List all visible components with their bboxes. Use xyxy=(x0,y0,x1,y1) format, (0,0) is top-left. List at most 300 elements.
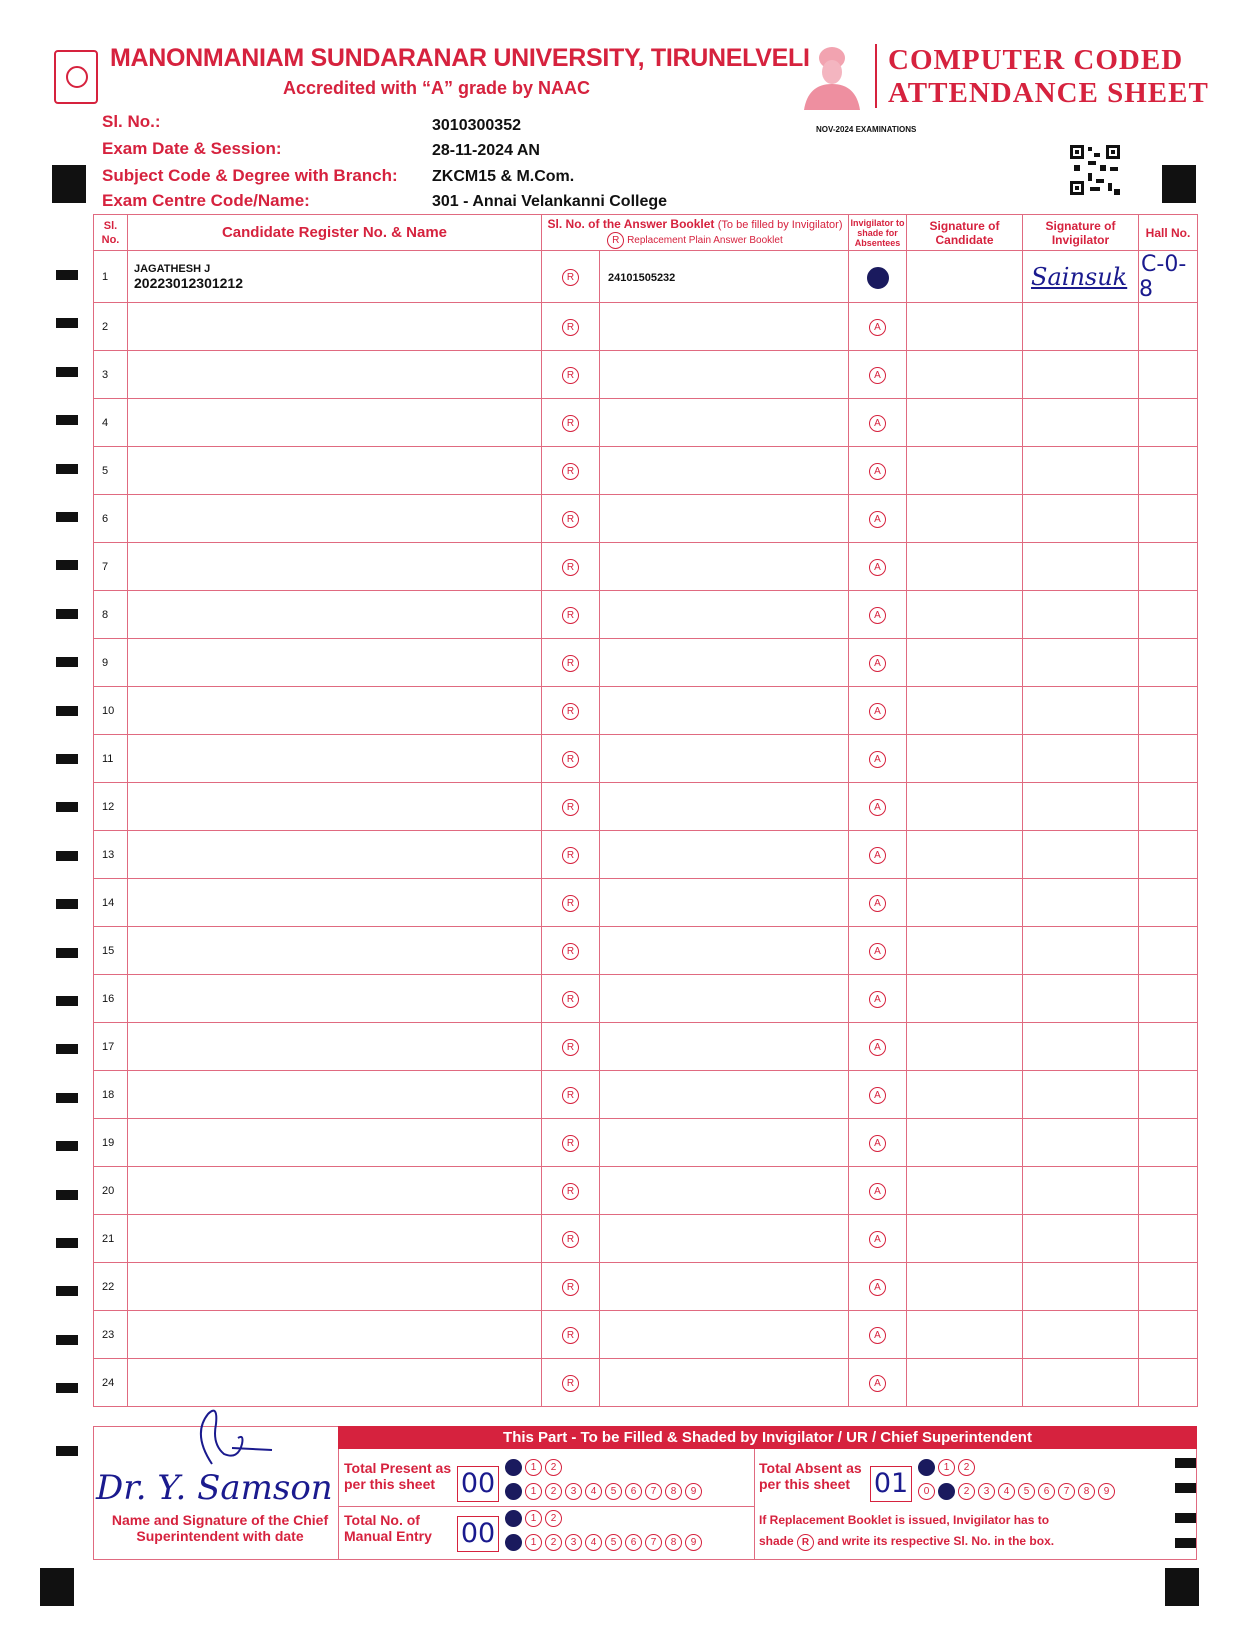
manual-tens-bubbles[interactable] xyxy=(505,1508,565,1527)
hall-no-cell[interactable] xyxy=(1139,495,1198,543)
digit-bubble[interactable]: 4 xyxy=(585,1483,602,1500)
replacement-bubble[interactable]: R xyxy=(562,1375,579,1392)
replacement-bubble[interactable]: R xyxy=(562,415,579,432)
candidate-name: JAGATHESH J xyxy=(134,262,211,275)
candidate-signature-cell[interactable] xyxy=(907,783,1023,831)
table-row xyxy=(94,1167,1198,1215)
replacement-bubble[interactable]: R xyxy=(562,1327,579,1344)
digit-bubble[interactable] xyxy=(505,1534,522,1551)
replacement-bubble-cell xyxy=(542,303,600,351)
hall-no-cell[interactable] xyxy=(1139,879,1198,927)
replacement-bubble[interactable]: R xyxy=(562,895,579,912)
hall-no-cell[interactable] xyxy=(1139,399,1198,447)
invigilator-signature-cell[interactable] xyxy=(1023,1311,1139,1359)
hall-no-cell[interactable] xyxy=(1139,639,1198,687)
replacement-bubble-cell xyxy=(542,783,600,831)
replacement-bubble[interactable]: R xyxy=(562,751,579,768)
candidate-signature-cell[interactable] xyxy=(907,735,1023,783)
candidate-signature-cell[interactable] xyxy=(907,1215,1023,1263)
absent-bubble-cell xyxy=(849,639,907,687)
absent-divider xyxy=(754,1449,755,1560)
replacement-bubble[interactable]: R xyxy=(562,559,579,576)
table-row xyxy=(94,687,1198,735)
replacement-bubble[interactable]: R xyxy=(562,943,579,960)
row-sl-no: 13 xyxy=(94,831,128,879)
replacement-bubble-cell xyxy=(542,831,600,879)
candidate-cell xyxy=(128,1167,542,1215)
absent-bubble[interactable]: A xyxy=(869,655,886,672)
candidate-cell xyxy=(128,447,542,495)
absent-bubble[interactable]: A xyxy=(869,367,886,384)
timing-mark xyxy=(52,165,86,203)
replacement-bubble[interactable]: R xyxy=(562,1087,579,1104)
hall-no-cell[interactable] xyxy=(1139,251,1198,303)
booklet-no-cell[interactable] xyxy=(600,879,849,927)
row-sl-no: 24 xyxy=(94,1359,128,1407)
absent-bubble[interactable]: A xyxy=(869,1327,886,1344)
replacement-bubble[interactable]: R xyxy=(562,991,579,1008)
digit-bubble[interactable]: 1 xyxy=(525,1483,542,1500)
absent-bubble[interactable]: A xyxy=(869,703,886,720)
total-present-box[interactable]: 00 xyxy=(457,1466,499,1502)
absent-bubble[interactable]: A xyxy=(869,1279,886,1296)
digit-bubble[interactable]: 7 xyxy=(645,1534,662,1551)
replacement-bubble[interactable]: R xyxy=(562,269,579,286)
founder-portrait xyxy=(800,44,864,110)
hall-no-cell[interactable] xyxy=(1139,591,1198,639)
digit-bubble[interactable]: 5 xyxy=(605,1534,622,1551)
candidate-signature-cell[interactable] xyxy=(907,351,1023,399)
digit-bubble[interactable]: 9 xyxy=(1098,1483,1115,1500)
table-row xyxy=(94,251,1198,303)
invigilator-signature-cell[interactable] xyxy=(1023,783,1139,831)
row-sl-no: 21 xyxy=(94,1215,128,1263)
booklet-no-cell[interactable] xyxy=(600,1215,849,1263)
row-sl-no: 16 xyxy=(94,975,128,1023)
candidate-signature-cell[interactable] xyxy=(907,975,1023,1023)
candidate-signature-cell[interactable] xyxy=(907,1311,1023,1359)
hall-no-cell[interactable] xyxy=(1139,783,1198,831)
digit-bubble[interactable]: 3 xyxy=(978,1483,995,1500)
timing-mark xyxy=(56,802,78,812)
digit-bubble[interactable]: 2 xyxy=(958,1459,975,1476)
booklet-no-cell[interactable] xyxy=(600,495,849,543)
absent-bubble[interactable]: A xyxy=(869,1231,886,1248)
hall-no-cell[interactable] xyxy=(1139,1263,1198,1311)
table-row xyxy=(94,1023,1198,1071)
chief-signature: Dr. Y. Samson xyxy=(96,1468,333,1508)
invigilator-signature-cell[interactable] xyxy=(1023,687,1139,735)
absent-bubble[interactable]: A xyxy=(869,895,886,912)
row-sl-no: 17 xyxy=(94,1023,128,1071)
absent-bubble[interactable]: A xyxy=(869,607,886,624)
invigilator-signature-cell[interactable] xyxy=(1023,303,1139,351)
timing-mark xyxy=(56,706,78,716)
digit-bubble[interactable]: 8 xyxy=(1078,1483,1095,1500)
absent-bubble[interactable]: A xyxy=(869,1375,886,1392)
manual-units-bubbles[interactable] xyxy=(505,1532,705,1551)
absent-tens-bubbles[interactable] xyxy=(918,1457,978,1476)
absent-bubble[interactable]: A xyxy=(869,1087,886,1104)
digit-bubble[interactable]: 7 xyxy=(645,1483,662,1500)
hall-no-cell[interactable] xyxy=(1139,831,1198,879)
invigilator-signature-cell[interactable] xyxy=(1023,879,1139,927)
table-row xyxy=(94,543,1198,591)
row-sl-no: 18 xyxy=(94,1071,128,1119)
candidate-signature-cell[interactable] xyxy=(907,1359,1023,1407)
row-sl-no: 7 xyxy=(94,543,128,591)
candidate-signature-cell[interactable] xyxy=(907,927,1023,975)
invigilator-signature-cell[interactable] xyxy=(1023,351,1139,399)
invigilator-signature-cell[interactable] xyxy=(1023,1167,1139,1215)
hall-no-cell[interactable] xyxy=(1139,1119,1198,1167)
absent-units-bubbles[interactable] xyxy=(918,1481,1118,1500)
timing-mark xyxy=(56,609,78,619)
digit-bubble[interactable]: 4 xyxy=(585,1534,602,1551)
digit-bubble[interactable]: 5 xyxy=(605,1483,622,1500)
timing-mark xyxy=(56,1335,78,1345)
hall-no-cell[interactable] xyxy=(1139,351,1198,399)
candidate-signature-cell[interactable] xyxy=(907,447,1023,495)
timing-mark xyxy=(56,1238,78,1248)
candidate-signature-cell[interactable] xyxy=(907,303,1023,351)
candidate-signature-cell[interactable] xyxy=(907,1167,1023,1215)
candidate-cell xyxy=(128,783,542,831)
absent-bubble[interactable]: A xyxy=(869,511,886,528)
timing-mark xyxy=(56,1446,78,1456)
invigilator-signature-cell[interactable] xyxy=(1023,399,1139,447)
absent-bubble[interactable]: A xyxy=(869,559,886,576)
candidate-signature-cell[interactable] xyxy=(907,639,1023,687)
booklet-no-cell[interactable] xyxy=(600,1167,849,1215)
digit-bubble[interactable]: 8 xyxy=(665,1534,682,1551)
replacement-bubble-cell xyxy=(542,495,600,543)
total-absent-box[interactable]: 01 xyxy=(870,1466,912,1502)
replacement-bubble[interactable]: R xyxy=(562,1279,579,1296)
digit-bubble[interactable]: 2 xyxy=(545,1510,562,1527)
replacement-bubble-cell xyxy=(542,543,600,591)
candidate-signature-cell[interactable] xyxy=(907,1071,1023,1119)
digit-bubble[interactable] xyxy=(918,1459,935,1476)
absent-bubble[interactable]: A xyxy=(869,463,886,480)
timing-mark xyxy=(56,948,78,958)
replacement-bubble[interactable]: R xyxy=(562,799,579,816)
digit-bubble[interactable]: 2 xyxy=(545,1483,562,1500)
invigilator-signature-cell[interactable] xyxy=(1023,639,1139,687)
absent-bubble-cell xyxy=(849,687,907,735)
digit-bubble[interactable]: 1 xyxy=(525,1459,542,1476)
candidate-cell xyxy=(128,1215,542,1263)
booklet-no-cell[interactable] xyxy=(600,1071,849,1119)
digit-bubble[interactable]: 3 xyxy=(565,1534,582,1551)
replacement-bubble[interactable]: R xyxy=(562,319,579,336)
present-units-bubbles[interactable] xyxy=(505,1481,705,1500)
absent-bubble-cell xyxy=(849,975,907,1023)
replacement-bubble[interactable]: R xyxy=(562,1039,579,1056)
absent-bubble-cell xyxy=(849,1359,907,1407)
candidate-signature-cell[interactable] xyxy=(907,687,1023,735)
table-row xyxy=(94,447,1198,495)
total-present-label: Total Present as per this sheet xyxy=(344,1460,452,1492)
digit-bubble[interactable]: 1 xyxy=(938,1459,955,1476)
absent-bubble[interactable] xyxy=(867,267,889,289)
candidate-cell xyxy=(128,975,542,1023)
manual-entry-box[interactable]: 00 xyxy=(457,1516,499,1552)
candidate-signature-cell[interactable] xyxy=(907,1023,1023,1071)
candidate-cell xyxy=(128,639,542,687)
table-row xyxy=(94,1215,1198,1263)
booklet-no-cell[interactable] xyxy=(600,1023,849,1071)
booklet-no-cell[interactable] xyxy=(600,399,849,447)
replacement-bubble[interactable]: R xyxy=(562,1231,579,1248)
hall-no-cell[interactable] xyxy=(1139,687,1198,735)
absent-bubble[interactable]: A xyxy=(869,319,886,336)
table-row xyxy=(94,1263,1198,1311)
replacement-bubble[interactable]: R xyxy=(562,511,579,528)
digit-bubble[interactable]: 8 xyxy=(665,1483,682,1500)
booklet-no-cell[interactable] xyxy=(600,1119,849,1167)
candidate-signature-cell[interactable] xyxy=(907,1119,1023,1167)
table-row xyxy=(94,639,1198,687)
digit-bubble[interactable] xyxy=(938,1483,955,1500)
timing-mark xyxy=(56,1093,78,1103)
hall-no-cell[interactable] xyxy=(1139,1167,1198,1215)
booklet-no-cell[interactable] xyxy=(600,783,849,831)
booklet-no-cell[interactable] xyxy=(600,975,849,1023)
digit-bubble[interactable]: 5 xyxy=(1018,1483,1035,1500)
replacement-bubble[interactable]: R xyxy=(562,607,579,624)
digit-bubble[interactable]: 6 xyxy=(625,1534,642,1551)
replacement-bubble[interactable]: R xyxy=(562,1135,579,1152)
timing-mark xyxy=(56,1141,78,1151)
table-row xyxy=(94,1119,1198,1167)
timing-mark xyxy=(56,1286,78,1296)
hall-no-cell[interactable] xyxy=(1139,1215,1198,1263)
replacement-note-1: If Replacement Booklet is issued, Invigilator has to xyxy=(759,1513,1050,1527)
replacement-bubble-cell xyxy=(542,975,600,1023)
hall-no-cell[interactable] xyxy=(1139,1023,1198,1071)
invigilator-signature-cell[interactable] xyxy=(1023,495,1139,543)
booklet-no-cell[interactable] xyxy=(600,591,849,639)
hall-no-cell[interactable] xyxy=(1139,303,1198,351)
table-row xyxy=(94,831,1198,879)
absent-bubble[interactable]: A xyxy=(869,1135,886,1152)
row-sl-no: 11 xyxy=(94,735,128,783)
booklet-number: 24101505232 xyxy=(608,271,676,284)
hall-no-cell[interactable] xyxy=(1139,735,1198,783)
absent-bubble[interactable]: A xyxy=(869,415,886,432)
timing-mark xyxy=(56,270,78,280)
candidate-cell xyxy=(128,687,542,735)
booklet-no-cell[interactable] xyxy=(600,303,849,351)
booklet-no-cell[interactable] xyxy=(600,687,849,735)
absent-bubble[interactable]: A xyxy=(869,1039,886,1056)
candidate-signature-cell[interactable] xyxy=(907,831,1023,879)
absent-bubble-cell xyxy=(849,1311,907,1359)
replacement-bubble-cell xyxy=(542,1071,600,1119)
digit-bubble[interactable]: 4 xyxy=(998,1483,1015,1500)
hall-no-cell[interactable] xyxy=(1139,1071,1198,1119)
booklet-no-cell[interactable] xyxy=(600,639,849,687)
manual-divider xyxy=(338,1506,754,1507)
row-sl-no: 12 xyxy=(94,783,128,831)
replacement-bubble[interactable]: R xyxy=(562,367,579,384)
invigilator-signature-cell[interactable] xyxy=(1023,975,1139,1023)
digit-bubble[interactable]: 6 xyxy=(1038,1483,1055,1500)
digit-bubble[interactable]: 0 xyxy=(918,1483,935,1500)
candidate-signature-cell[interactable] xyxy=(907,879,1023,927)
invigilator-signature-cell[interactable] xyxy=(1023,1215,1139,1263)
replacement-bubble-cell xyxy=(542,879,600,927)
invigilator-signature-cell[interactable] xyxy=(1023,831,1139,879)
digit-bubble[interactable]: 2 xyxy=(545,1534,562,1551)
absent-bubble[interactable]: A xyxy=(869,1183,886,1200)
candidate-cell xyxy=(128,879,542,927)
replacement-bubble[interactable]: R xyxy=(562,463,579,480)
sheet-title: COMPUTER CODED ATTENDANCE SHEET xyxy=(888,44,1209,109)
row-sl-no: 9 xyxy=(94,639,128,687)
hall-no-cell[interactable] xyxy=(1139,447,1198,495)
booklet-no-cell[interactable] xyxy=(600,735,849,783)
candidate-signature-cell[interactable] xyxy=(907,1263,1023,1311)
invigilator-signature-cell[interactable] xyxy=(1023,251,1139,303)
row-sl-no: 23 xyxy=(94,1311,128,1359)
digit-bubble[interactable] xyxy=(505,1459,522,1476)
absent-bubble[interactable]: A xyxy=(869,751,886,768)
timing-mark xyxy=(56,512,78,522)
hall-no-cell[interactable] xyxy=(1139,543,1198,591)
header-divider xyxy=(875,44,877,108)
row-sl-no: 19 xyxy=(94,1119,128,1167)
hall-no-cell[interactable] xyxy=(1139,927,1198,975)
digit-bubble[interactable] xyxy=(505,1483,522,1500)
col-header-booklet: Sl. No. of the Answer Booklet (To be filled by Invigilator) R Replacement Plain Answer Booklet xyxy=(542,215,849,251)
row-sl-no: 14 xyxy=(94,879,128,927)
absent-bubble-cell xyxy=(849,1023,907,1071)
candidate-signature-cell[interactable] xyxy=(907,543,1023,591)
absent-bubble-cell xyxy=(849,251,907,303)
timing-mark xyxy=(1162,165,1196,203)
timing-mark xyxy=(40,1568,74,1606)
table-row xyxy=(94,1071,1198,1119)
invigilator-signature-cell[interactable] xyxy=(1023,927,1139,975)
booklet-no-cell[interactable] xyxy=(600,447,849,495)
invigilator-signature-cell[interactable] xyxy=(1023,1071,1139,1119)
chief-signature-scrawl xyxy=(172,1404,282,1474)
digit-bubble[interactable]: 2 xyxy=(958,1483,975,1500)
replacement-bubble[interactable]: R xyxy=(562,847,579,864)
candidate-cell xyxy=(128,303,542,351)
candidate-cell xyxy=(128,1359,542,1407)
candidate-register-no: 20223012301212 xyxy=(134,274,244,291)
candidate-signature-cell[interactable] xyxy=(907,495,1023,543)
absent-bubble-cell xyxy=(849,351,907,399)
booklet-no-cell[interactable] xyxy=(600,543,849,591)
invigilator-signature-cell[interactable] xyxy=(1023,1263,1139,1311)
candidate-signature-cell[interactable] xyxy=(907,251,1023,303)
digit-bubble[interactable]: 7 xyxy=(1058,1483,1075,1500)
digit-bubble[interactable]: 6 xyxy=(625,1483,642,1500)
invigilator-signature-cell[interactable] xyxy=(1023,1023,1139,1071)
invigilator-signature-cell[interactable] xyxy=(1023,1119,1139,1167)
invigilator-signature-cell[interactable] xyxy=(1023,735,1139,783)
digit-bubble[interactable]: 9 xyxy=(685,1534,702,1551)
booklet-no-cell[interactable] xyxy=(600,831,849,879)
absent-bubble-cell xyxy=(849,879,907,927)
booklet-no-cell[interactable] xyxy=(600,251,849,303)
digit-bubble[interactable]: 2 xyxy=(545,1459,562,1476)
booklet-no-cell[interactable] xyxy=(600,1359,849,1407)
replacement-bubble-cell xyxy=(542,1311,600,1359)
booklet-no-cell[interactable] xyxy=(600,351,849,399)
candidate-signature-cell[interactable] xyxy=(907,399,1023,447)
invigilator-signature-cell[interactable] xyxy=(1023,447,1139,495)
digit-bubble[interactable]: 9 xyxy=(685,1483,702,1500)
row-sl-no: 10 xyxy=(94,687,128,735)
booklet-no-cell[interactable] xyxy=(600,1311,849,1359)
university-name: MANONMANIAM SUNDARANAR UNIVERSITY, TIRUNELVELI xyxy=(110,44,810,72)
row-sl-no: 20 xyxy=(94,1167,128,1215)
absent-bubble-cell xyxy=(849,543,907,591)
timing-mark xyxy=(56,318,78,328)
replacement-bubble[interactable]: R xyxy=(562,1183,579,1200)
absent-bubble-cell xyxy=(849,399,907,447)
total-absent-label: Total Absent as per this sheet xyxy=(759,1460,862,1492)
booklet-no-cell[interactable] xyxy=(600,1263,849,1311)
table-row xyxy=(94,303,1198,351)
absent-bubble[interactable]: A xyxy=(869,847,886,864)
booklet-no-cell[interactable] xyxy=(600,927,849,975)
replacement-bubble[interactable]: R xyxy=(562,655,579,672)
hall-no-cell[interactable] xyxy=(1139,975,1198,1023)
candidate-cell xyxy=(128,399,542,447)
table-row xyxy=(94,591,1198,639)
col-header-sl: Sl. No. xyxy=(94,215,128,251)
digit-bubble[interactable]: 3 xyxy=(565,1483,582,1500)
absent-bubble[interactable]: A xyxy=(869,943,886,960)
invigilator-signature-cell[interactable] xyxy=(1023,591,1139,639)
absent-bubble-cell xyxy=(849,783,907,831)
present-tens-bubbles[interactable] xyxy=(505,1457,565,1476)
centre-value: 301 - Annai Velankanni College xyxy=(432,193,668,210)
timing-mark xyxy=(56,560,78,570)
timing-mark xyxy=(56,464,78,474)
sl-no-value: 3010300352 xyxy=(432,117,521,134)
digit-bubble[interactable]: 1 xyxy=(525,1510,542,1527)
absent-bubble[interactable]: A xyxy=(869,991,886,1008)
digit-bubble[interactable]: 1 xyxy=(525,1534,542,1551)
absent-bubble-cell xyxy=(849,735,907,783)
digit-bubble[interactable] xyxy=(505,1510,522,1527)
row-sl-no: 8 xyxy=(94,591,128,639)
invigilator-signature-cell[interactable] xyxy=(1023,1359,1139,1407)
candidate-cell xyxy=(128,1311,542,1359)
replacement-bubble[interactable]: R xyxy=(562,703,579,720)
invigilator-signature-cell[interactable] xyxy=(1023,543,1139,591)
col-header-invigilator: Invigilator to shade for Absentees xyxy=(849,215,907,251)
replacement-bubble-cell xyxy=(542,351,600,399)
absent-bubble[interactable]: A xyxy=(869,799,886,816)
replacement-bubble-cell xyxy=(542,1215,600,1263)
col-header-hall: Hall No. xyxy=(1139,215,1198,251)
col-header-sig-candidate: Signature of Candidate xyxy=(907,215,1023,251)
hall-no-cell[interactable] xyxy=(1139,1311,1198,1359)
replacement-bubble-cell xyxy=(542,591,600,639)
table-row xyxy=(94,1359,1198,1407)
hall-no-cell[interactable] xyxy=(1139,1359,1198,1407)
absent-bubble-cell xyxy=(849,303,907,351)
candidate-signature-cell[interactable] xyxy=(907,591,1023,639)
